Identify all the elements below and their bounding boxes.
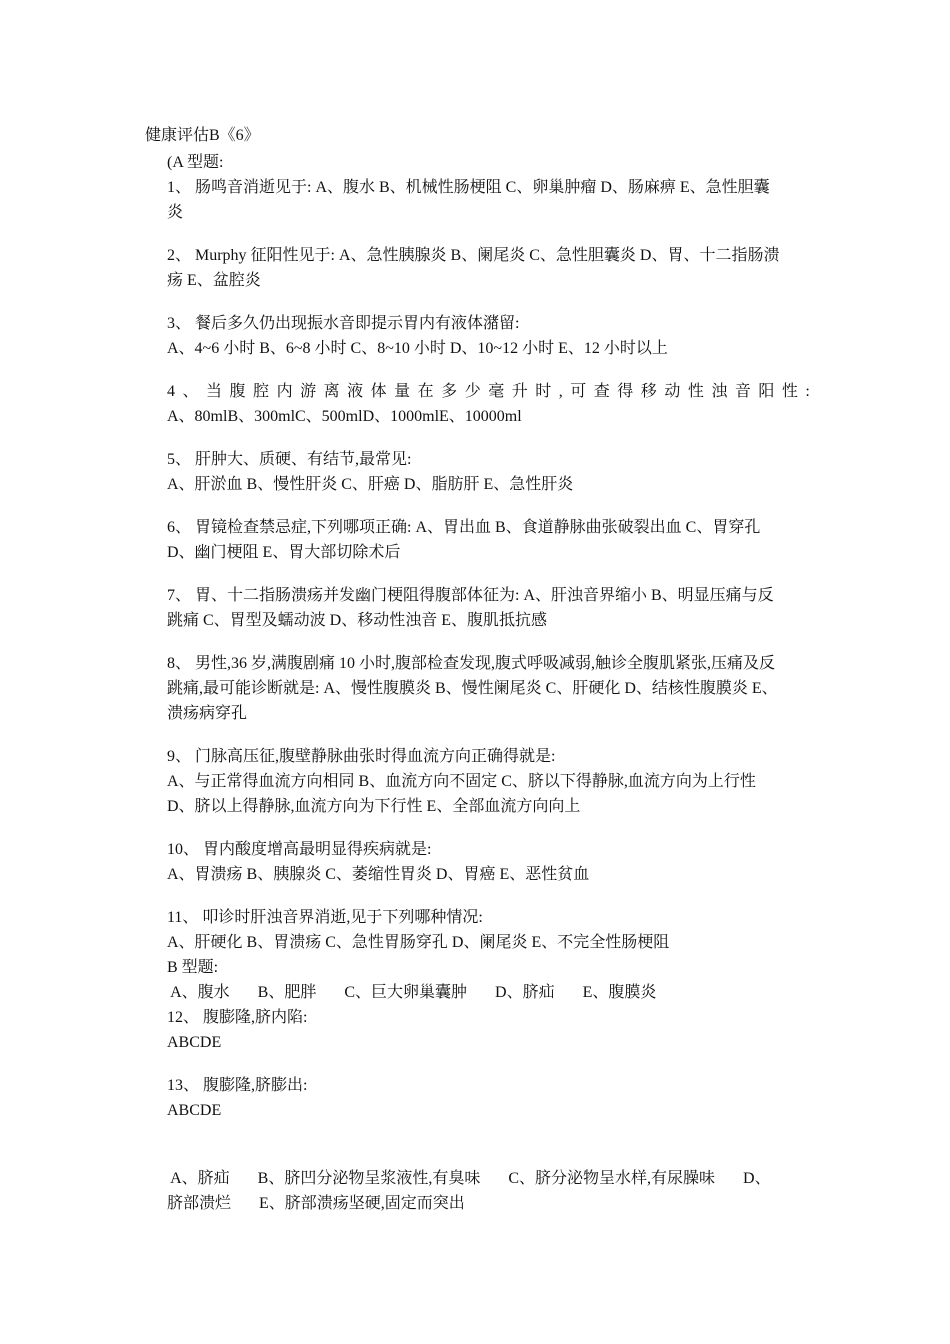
question-4 <box>167 379 810 429</box>
q4-char: , <box>558 383 563 400</box>
q4-char: 离 <box>323 383 340 400</box>
question-text: 3、 餐后多久仍出现振水音即提示胃内有液体潴留: <box>167 315 520 332</box>
q4-char: 浊 <box>711 383 728 400</box>
q4-char: 查 <box>593 383 610 400</box>
question-text: 溃疡病穿孔 <box>167 705 248 722</box>
question-text: 8、 男性,36 岁,满腹剧痛 10 小时,腹部检查发现,腹式呼吸减弱,触诊全腹肌紧张,压痛及反 <box>167 655 776 672</box>
question-1 <box>167 175 810 225</box>
q4-char: 当 <box>206 383 223 400</box>
q4-char: 多 <box>441 383 458 400</box>
question-options: A、肝硬化 B、胃溃疡 C、急性胃肠穿孔 D、阑尾炎 E、不完全性肠梗阻 <box>167 934 670 951</box>
q4-char: 体 <box>370 383 387 400</box>
question-7 <box>167 583 810 633</box>
q4-char: 升 <box>511 383 528 400</box>
q4-char: 阳 <box>758 383 775 400</box>
q4-char: 少 <box>464 383 481 400</box>
q4-char: 移 <box>640 383 657 400</box>
q4-char: 性 <box>781 383 798 400</box>
question-text: D、幽门梗阻 E、胃大部切除术后 <box>167 544 401 561</box>
b-option-set-2 <box>167 1166 810 1216</box>
q4-char: 在 <box>417 383 434 400</box>
q4-char: 时 <box>535 383 552 400</box>
question-options: A、4~6 小时 B、6~8 小时 C、8~10 小时 D、10~12 小时 E、12 小时以上 <box>167 340 668 357</box>
q4-char: 性 <box>687 383 704 400</box>
question-13 <box>167 1073 810 1123</box>
q4-char: 得 <box>617 383 634 400</box>
section-a-heading: (A 型题: <box>167 154 224 171</box>
question-5 <box>167 447 810 497</box>
q4-char: 游 <box>300 383 317 400</box>
question-text: 13、 腹膨隆,脐膨出: <box>167 1077 308 1094</box>
question-text <box>167 379 810 404</box>
q4-char: 毫 <box>488 383 505 400</box>
question-text: 9、 门脉高压征,腹壁静脉曲张时得血流方向正确得就是: <box>167 748 556 765</box>
question-text: 12、 腹膨隆,脐内陷: <box>167 1009 308 1026</box>
question-3 <box>167 311 810 361</box>
question-text: 7、 胃、十二指肠溃疡并发幽门梗阻得腹部体征为: A、肝浊音界缩小 B、明显压痛与反 <box>167 587 774 604</box>
question-text: 6、 胃镜检查禁忌症,下列哪项正确: A、胃出血 B、食道静脉曲张破裂出血 C、胃穿孔 <box>167 519 761 536</box>
b-option-set-1: A、腹水 B、肥胖 C、巨大卵巢囊肿 D、脐疝 E、腹膜炎 <box>167 984 657 1001</box>
question-text: 跳痛,最可能诊断就是: A、慢性腹膜炎 B、慢性阑尾炎 C、肝硬化 D、结核性腹膜炎 E、 <box>167 680 778 697</box>
option-line: 脐部溃烂 E、脐部溃疡坚硬,固定而突出 <box>167 1195 465 1212</box>
q4-char: 液 <box>347 383 364 400</box>
q4-char: 内 <box>276 383 293 400</box>
question-options: A、肝淤血 B、慢性肝炎 C、肝癌 D、脂肪肝 E、急性肝炎 <box>167 476 574 493</box>
q4-char: 可 <box>570 383 587 400</box>
question-options: A、与正常得血流方向相同 B、血流方向不固定 C、脐以下得静脉,血流方向为上行性 <box>167 773 756 790</box>
question-text: 跳痛 C、胃型及蠕动波 D、移动性浊音 E、腹肌抵抗感 <box>167 612 548 629</box>
q4-char: 动 <box>664 383 681 400</box>
question-text: 疡 E、盆腔炎 <box>167 272 261 289</box>
question-10 <box>167 837 810 887</box>
question-options: A、胃溃疡 B、胰腺炎 C、萎缩性胃炎 D、胃癌 E、恶性贫血 <box>167 866 590 883</box>
answer-choices: ABCDE <box>167 1102 222 1119</box>
question-2 <box>167 243 810 293</box>
q4-char: 腔 <box>253 383 270 400</box>
q4-char: 4 <box>167 383 175 400</box>
q4-char: 音 <box>734 383 751 400</box>
question-options: A、80mlB、300mlC、500mlD、1000mlE、10000ml <box>167 408 522 425</box>
q4-char: 腹 <box>229 383 246 400</box>
question-12 <box>167 1005 810 1055</box>
question-text: 5、 肝肿大、质硬、有结节,最常见: <box>167 451 412 468</box>
option-line: A、脐疝 B、脐凹分泌物呈浆液性,有臭味 C、脐分泌物呈水样,有尿臊味 D、 <box>167 1170 771 1187</box>
question-text: 11、 叩诊时肝浊音界消逝,见于下列哪种情况: <box>167 909 483 926</box>
question-9 <box>167 744 810 819</box>
q4-char: 、 <box>182 383 199 400</box>
question-6 <box>167 515 810 565</box>
document-title: 健康评估B《6》 <box>145 127 260 144</box>
question-options: D、脐以上得静脉,血流方向为下行性 E、全部血流方向向上 <box>167 798 581 815</box>
question-text: 10、 胃内酸度增高最明显得疾病就是: <box>167 841 432 858</box>
question-text: 炎 <box>167 204 184 221</box>
question-text: 2、 Murphy 征阳性见于: A、急性胰腺炎 B、阑尾炎 C、急性胆囊炎 D、胃、十二指肠溃 <box>167 247 780 264</box>
question-8 <box>167 651 810 726</box>
question-text: 1、 肠鸣音消逝见于: A、腹水 B、机械性肠梗阻 C、卵巢肿瘤 D、肠麻痹 E、急性胆囊 <box>167 179 770 196</box>
question-11 <box>167 905 810 955</box>
q4-char: : <box>805 383 810 400</box>
document-body <box>167 150 810 1216</box>
section-b-heading: B 型题: <box>167 959 219 976</box>
q4-char: 量 <box>394 383 411 400</box>
answer-choices: ABCDE <box>167 1034 222 1051</box>
